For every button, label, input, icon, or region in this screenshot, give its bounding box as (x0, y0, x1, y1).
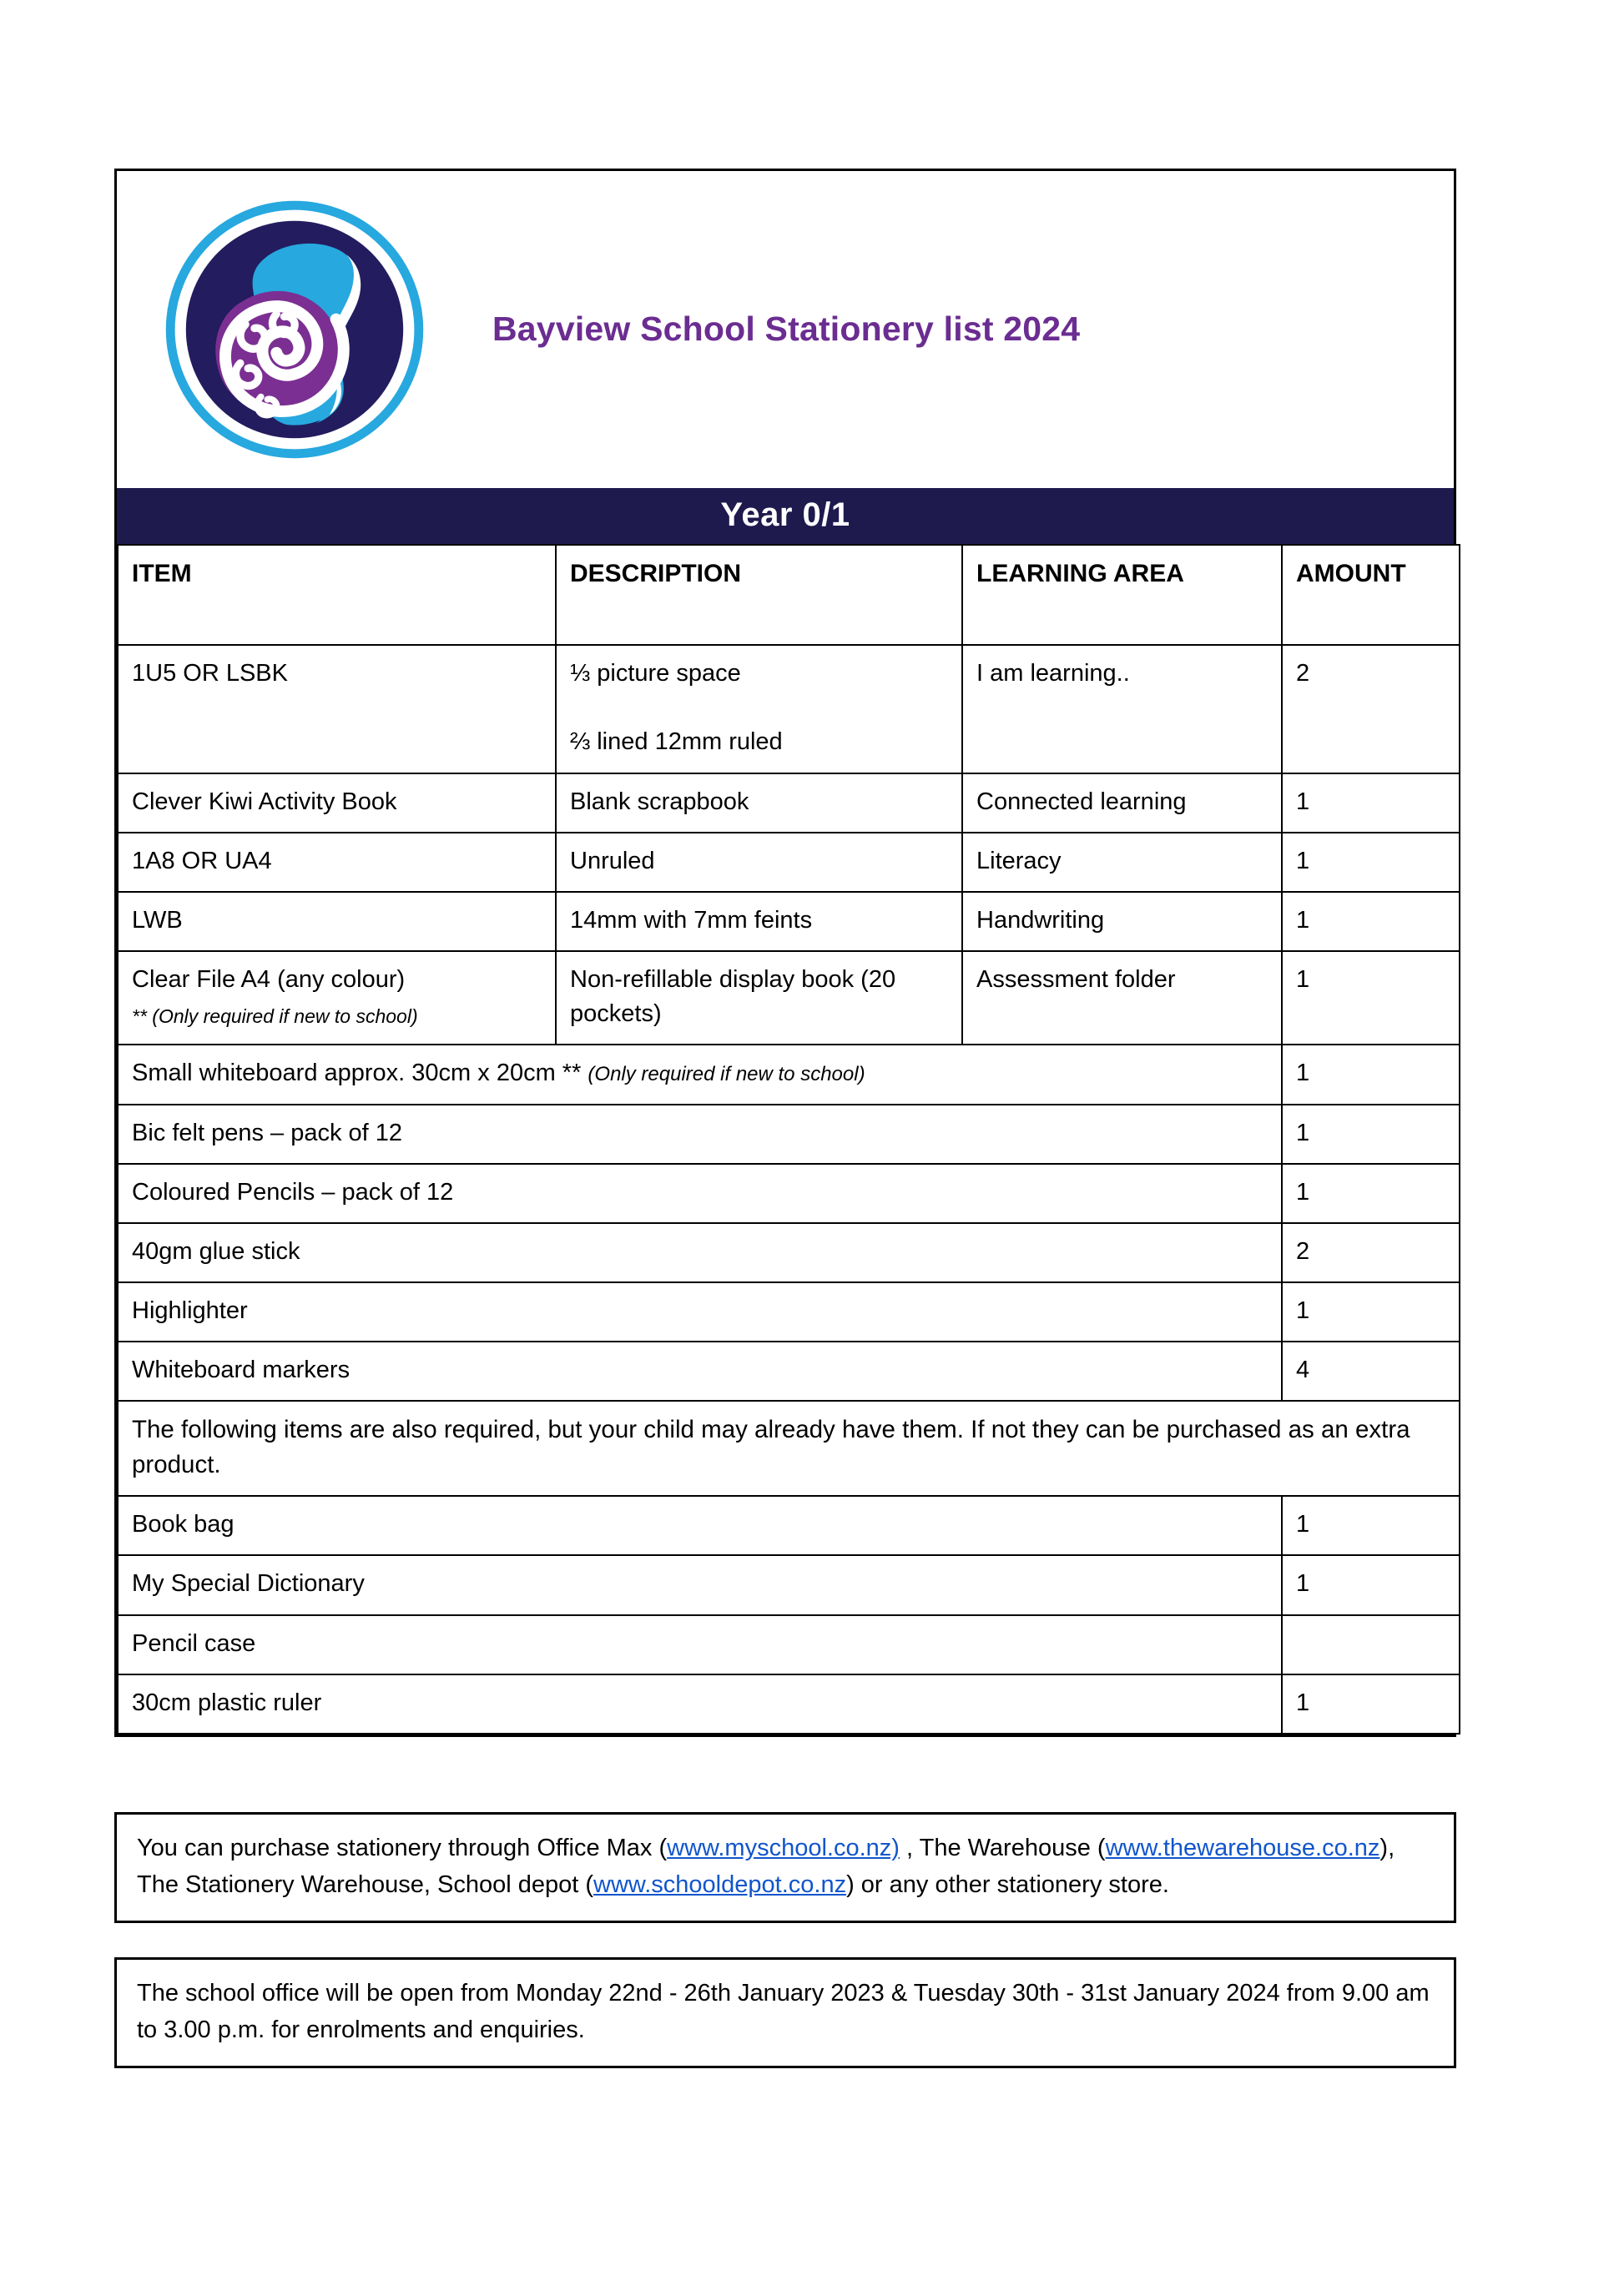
item-footnote: (Only required if new to school) (588, 1063, 865, 1086)
item-label: Clear File A4 (any colour) (132, 966, 406, 994)
cell-amount: 1 (1282, 773, 1460, 833)
cell-amount: 1 (1282, 833, 1460, 892)
cell-item: LWB (118, 892, 556, 951)
cell-item: Whiteboard markers (118, 1342, 1282, 1401)
cell-amount: 1 (1282, 892, 1460, 951)
item-footnote: ** (Only required if new to school) (132, 1005, 418, 1028)
table-row (118, 1496, 1460, 1555)
purchase-text-part-1: You can purchase stationery through Office Max ( (137, 1835, 668, 1861)
table-row (118, 833, 1460, 892)
cell-item: 40gm glue stick (118, 1223, 1282, 1282)
cell-amount: 1 (1282, 951, 1460, 1045)
cell-description: Non-refillable display book (20 pockets) (556, 951, 962, 1045)
cell-item (118, 1045, 1282, 1104)
cell-item: Highlighter (118, 1282, 1282, 1342)
cell-amount: 4 (1282, 1342, 1460, 1401)
office-hours-box: The school office will be open from Monday 22nd - 26th January 2023 & Tuesday 30th - 31st January 2024 from 9.00 am to 3.00 p.m. for enrolments and enquiries. (114, 1957, 1456, 2068)
table-row (118, 645, 1460, 773)
cell-description (556, 645, 962, 773)
table-row (118, 1674, 1460, 1734)
cell-item: Pencil case (118, 1615, 1282, 1674)
stationery-list-document (114, 169, 1456, 1737)
table-row (118, 773, 1460, 833)
link-myschool[interactable]: www.myschool.co.nz) (667, 1835, 900, 1861)
table-row (118, 1615, 1460, 1674)
link-thewarehouse[interactable]: www.thewarehouse.co.nz (1105, 1835, 1380, 1861)
table-row (118, 892, 1460, 951)
table-header-row (118, 545, 1460, 645)
page-title: Bayview School Stationery list 2024 (492, 310, 1081, 349)
cell-amount: 1 (1282, 1164, 1460, 1223)
cell-description: Unruled (556, 833, 962, 892)
document-header (117, 171, 1454, 488)
link-schooldepot[interactable]: www.schooldepot.co.nz (593, 1871, 847, 1899)
purchase-info-box (114, 1812, 1456, 1923)
cell-item: Book bag (118, 1496, 1282, 1555)
cell-amount: 2 (1282, 645, 1460, 773)
column-header-learning-area: LEARNING AREA (962, 545, 1282, 645)
cell-item: 30cm plastic ruler (118, 1674, 1282, 1734)
school-logo (157, 192, 432, 467)
bayview-school-koru-logo-icon (165, 200, 424, 459)
cell-item: Clever Kiwi Activity Book (118, 773, 556, 833)
year-level-band: Year 0/1 (117, 488, 1454, 544)
cell-learning-area: Connected learning (962, 773, 1282, 833)
table-row (118, 951, 1460, 1045)
cell-description: 14mm with 7mm feints (556, 892, 962, 951)
item-label: Small whiteboard approx. 30cm x 20cm ** (132, 1060, 582, 1087)
table-row (118, 1223, 1460, 1282)
cell-item: 1A8 OR UA4 (118, 833, 556, 892)
column-header-amount: AMOUNT (1282, 545, 1460, 645)
cell-item (118, 951, 556, 1045)
cell-item: 1U5 OR LSBK (118, 645, 556, 773)
cell-amount: 1 (1282, 1105, 1460, 1164)
cell-amount: 1 (1282, 1282, 1460, 1342)
cell-item: Coloured Pencils – pack of 12 (118, 1164, 1282, 1223)
cell-learning-area: Literacy (962, 833, 1282, 892)
description-line-1: ⅓ picture space (570, 660, 741, 687)
cell-amount: 2 (1282, 1223, 1460, 1282)
column-header-description: DESCRIPTION (556, 545, 962, 645)
cell-description: Blank scrapbook (556, 773, 962, 833)
cell-item: My Special Dictionary (118, 1555, 1282, 1614)
cell-learning-area: I am learning.. (962, 645, 1282, 773)
cell-learning-area: Handwriting (962, 892, 1282, 951)
cell-amount: 1 (1282, 1674, 1460, 1734)
cell-amount: 1 (1282, 1045, 1460, 1104)
cell-item: Bic felt pens – pack of 12 (118, 1105, 1282, 1164)
cell-learning-area: Assessment folder (962, 951, 1282, 1045)
purchase-text-part-2: , The Warehouse ( (899, 1835, 1106, 1861)
table-row (118, 1164, 1460, 1223)
table-row (118, 1555, 1460, 1614)
purchase-text-part-3: ), The Stationery Warehouse, School depot ( (137, 1835, 1395, 1899)
stationery-items-table (117, 544, 1460, 1735)
cell-amount: 1 (1282, 1496, 1460, 1555)
section-note: The following items are also required, but your child may already have them. If not they can be purchased as an extra product. (118, 1401, 1460, 1496)
column-header-item: ITEM (118, 545, 556, 645)
table-row (118, 1045, 1460, 1104)
cell-amount: 1 (1282, 1555, 1460, 1614)
table-row (118, 1105, 1460, 1164)
purchase-text-part-4: ) or any other stationery store. (846, 1871, 1169, 1899)
table-section-note-row (118, 1401, 1460, 1496)
table-row (118, 1282, 1460, 1342)
table-row (118, 1342, 1460, 1401)
cell-amount (1282, 1615, 1460, 1674)
description-line-2: ⅔ lined 12mm ruled (570, 728, 783, 756)
